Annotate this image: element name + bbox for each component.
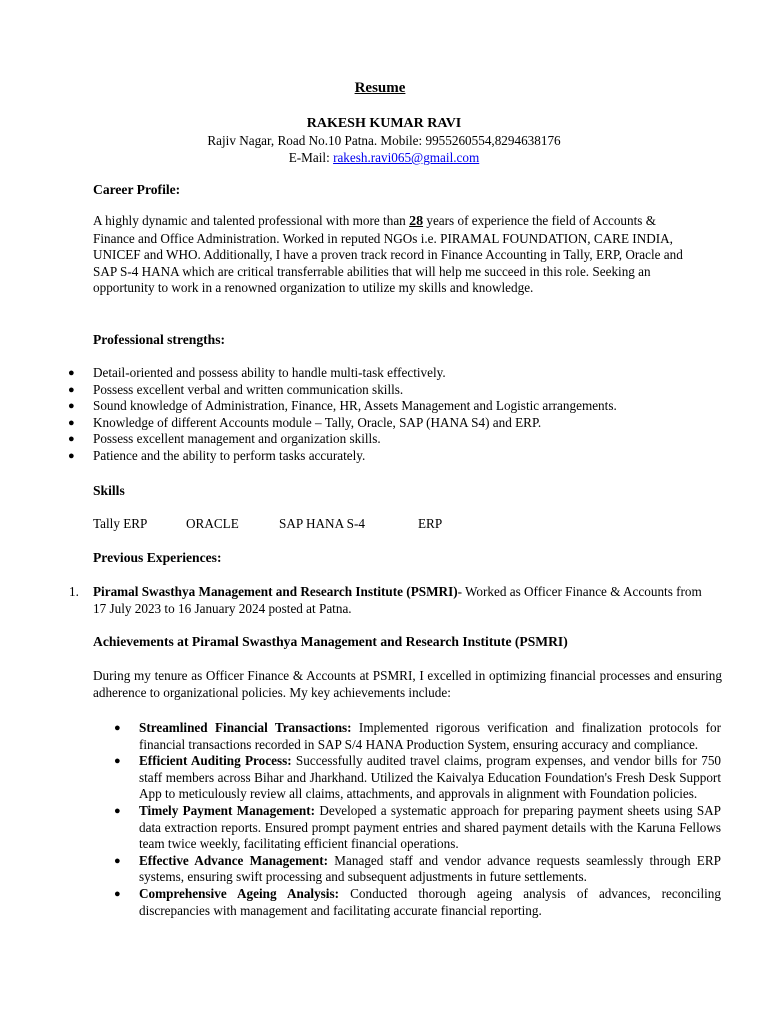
list-item: ● Knowledge of different Accounts module – Tally, Oracle, SAP (HANA S4) and ERP. xyxy=(68,414,542,430)
skill-item: Tally ERP xyxy=(93,516,148,531)
bullet-icon: ● xyxy=(114,722,121,734)
candidate-name: RAKESH KUMAR RAVI xyxy=(306,116,462,131)
bullet-icon: ● xyxy=(114,887,121,900)
contact-address: Rajiv Nagar, Road No.10 Patna. Mobile: 9955260554,8294638176 xyxy=(207,133,561,148)
bullet-icon: ● xyxy=(68,400,75,413)
list-item: ● Sound knowledge of Administration, Finance, HR, Assets Management and Logistic arrangements. xyxy=(68,398,617,414)
email-link[interactable]: rakesh.ravi065@gmail.com xyxy=(333,150,480,165)
bullet-icon: ● xyxy=(68,383,75,396)
list-item: ● Timely Payment Management: Developed a systematic approach for preparing payment sheets using SAP data extraction reports. Ensured prompt payment entries and shared payment details with the Karuna Fellows team twice weekly, facilitating efficient financial operations. xyxy=(114,802,722,852)
achievements-list xyxy=(114,720,722,919)
bullet-icon: ● xyxy=(68,367,75,379)
bullet-icon: ● xyxy=(68,416,75,429)
achievements-heading: Achievements at Piramal Swasthya Management and Research Institute (PSMRI) xyxy=(93,634,568,649)
skill-item: SAP HANA S-4 xyxy=(279,516,365,531)
list-item: ● Patience and the ability to perform tasks accurately. xyxy=(68,447,366,463)
career-profile-text: A highly dynamic and talented professional with more than 28 years of experience the field of Accounts & Finance and Office Administration. Worked in reputed NGOs i.e. PIRAMAL FOUNDATION, CARE INDIA, UNICEF and WHO. Additionally, I have a proven track record in Finance Accounting in Tally, ERP, Oracle and SAP S-4 HANA which are critical transferrable abilities that will help me succeed in this role. Seeking an opportunity to work in a renowned organization to utilize my skills and knowledge. xyxy=(93,213,683,296)
skill-item: ERP xyxy=(418,516,443,531)
experience-desc: - Worked as Officer Finance & Accounts from 17 July 2023 to 16 January 2024 posted at Patna. xyxy=(93,584,702,616)
bullet-icon: ● xyxy=(114,854,121,867)
experience-heading: Previous Experiences: xyxy=(93,550,222,565)
career-profile-heading: Career Profile: xyxy=(93,182,181,197)
achievements-intro: During my tenure as Officer Finance & Accounts at PSMRI, I excelled in optimizing financial processes and ensuring adherence to organizational policies. My key achievements include: xyxy=(93,668,722,700)
list-item: ● Streamlined Financial Transactions: Implemented rigorous verification and finalization protocols for financial transactions recorded in SAP S/4 HANA Production System, ensuring accuracy and compliance. xyxy=(114,720,721,752)
years-value: 28 xyxy=(409,214,424,229)
list-item: ● Possess excellent verbal and written communication skills. xyxy=(68,381,404,397)
bullet-icon: ● xyxy=(114,755,121,768)
bullet-icon: ● xyxy=(114,804,121,817)
list-item: ● Effective Advance Management: Managed staff and vendor advance requests seamlessly through ERP systems, ensuring swift processing and subsequent adjustments in future settlements. xyxy=(114,852,721,885)
experience-number: 1. xyxy=(69,584,79,599)
experience-org: Piramal Swasthya Management and Research Institute (PSMRI) xyxy=(93,584,458,599)
bullet-icon: ● xyxy=(68,433,75,446)
strengths-list xyxy=(68,365,733,465)
list-item: ● Comprehensive Ageing Analysis: Conducted thorough ageing analysis of advances, reconciling discrepancies with management and facilitating accurate financial reporting. xyxy=(114,885,721,918)
document-title: Resume xyxy=(354,80,406,96)
list-item: ● Detail-oriented and possess ability to handle multi-task effectively. xyxy=(68,365,446,380)
contact-email-line xyxy=(0,150,768,167)
strengths-heading: Professional strengths: xyxy=(93,332,226,347)
bullet-icon: ● xyxy=(68,449,75,462)
list-item: ● Efficient Auditing Process: Successfully audited travel claims, program expenses, and vendor bills for 750 staff members across Bihar and Jharkhand. Utilized the Kaivalya Education Foundation's Fresh Desk Support App to meticulously review all claims, attachments, and approvals in alignment with Foundation policies. xyxy=(114,753,722,802)
skill-item: ORACLE xyxy=(186,516,239,531)
list-item: ● Possess excellent management and organization skills. xyxy=(68,431,381,447)
email-label: E-Mail: xyxy=(288,150,334,165)
skills-heading: Skills xyxy=(93,483,125,498)
experience-item xyxy=(69,584,718,617)
